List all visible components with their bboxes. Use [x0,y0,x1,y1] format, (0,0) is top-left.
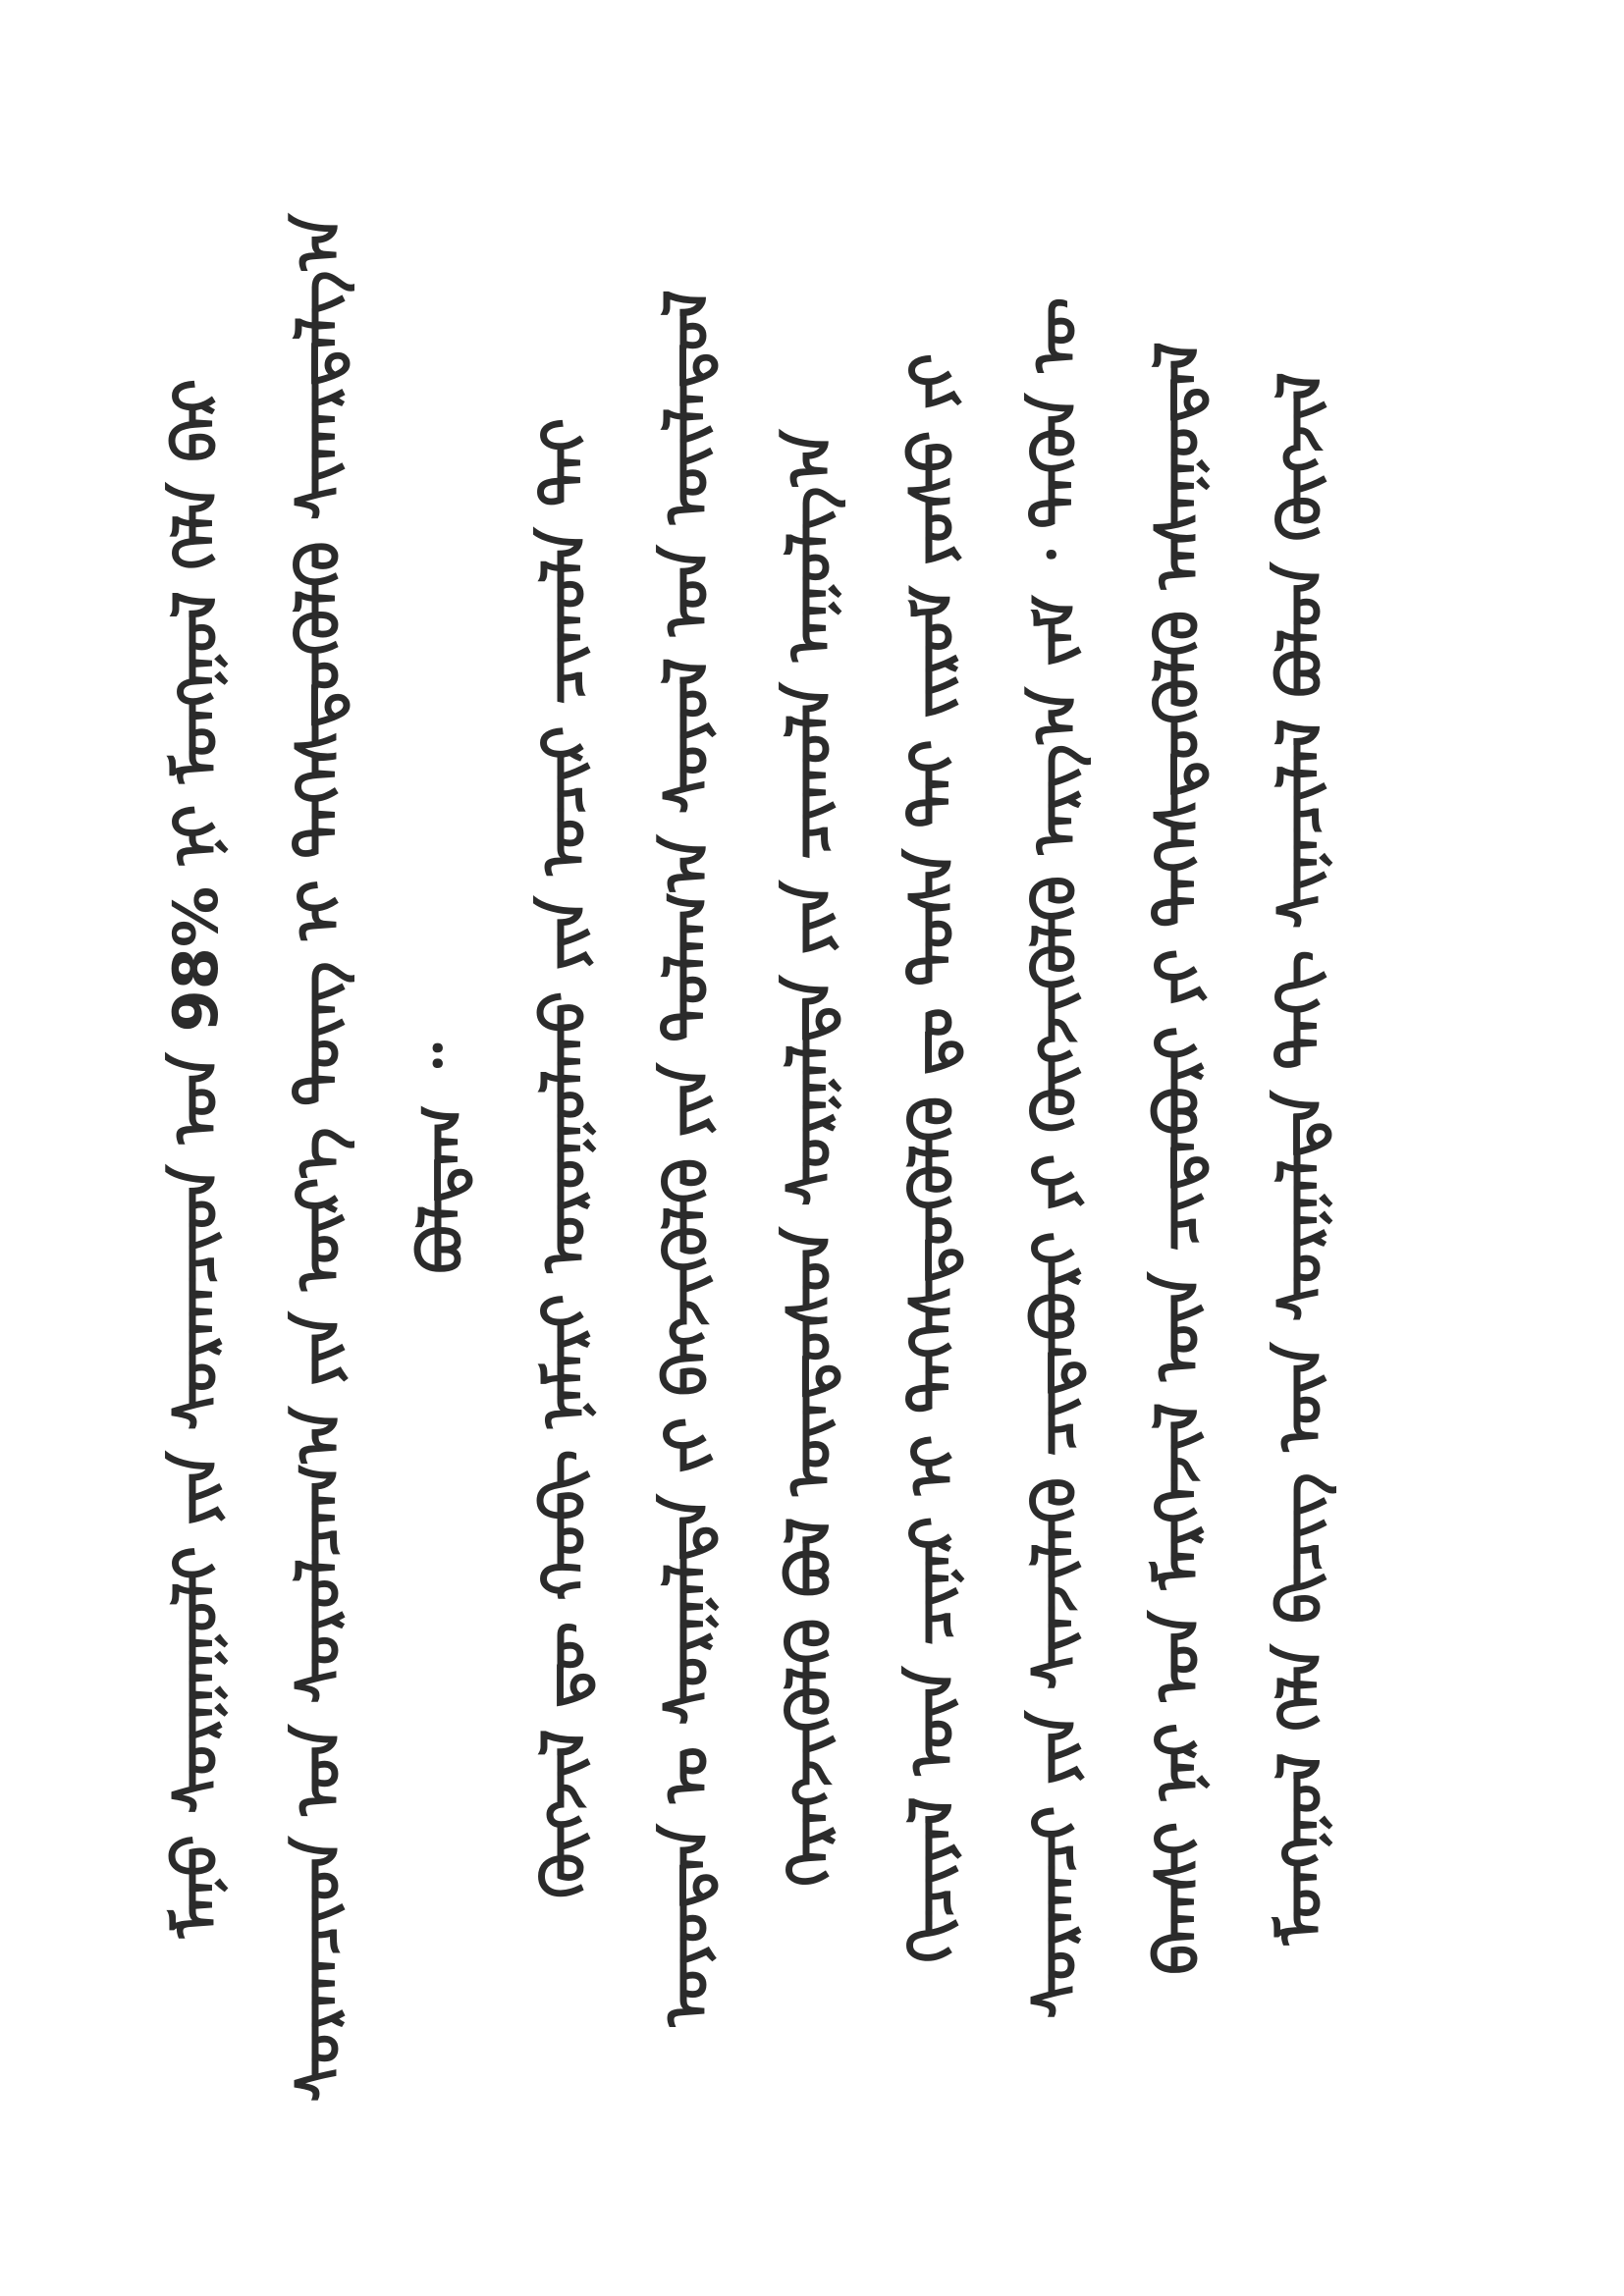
text-line-6 [619,172,756,2145]
text-line-4 [864,172,1001,2145]
text-line-5 [741,172,879,2145]
text-line-10-content: ᠮᠠᠨᠤ ᠰᠤᠷᠭᠠᠭᠤᠯᠢ ᠶᠢᠨ ᠰᠤᠷᠠᠭᠴᠢᠳ ᠤᠨ 98% ᠨᠢ ᠮᠣᠩᠭᠣᠯ ᠬᠡᠯᠡ ᠪᠡᠷ [160,378,232,1939]
mongolian-text-block [160,172,1360,2145]
text-line-1 [1232,172,1370,2145]
text-line-8 [373,172,511,2145]
text-line-2 [1110,172,1247,2145]
text-line-7 [496,172,633,2145]
text-line-8-content: ᠪᠣᠯᠳᠠᠭ ᠃ [406,1042,477,1274]
text-line-1-content: ᠮᠣᠩᠭᠣᠯ ᠬᠡᠯᠡ ᠪᠢᠴᠢᠭ ᠦᠨ ᠰᠤᠷᠭᠠᠯᠲᠠ ᠳᠠᠬᠢ ᠰᠢᠨᠡᠴᠢᠯᠡᠯ ᠪᠣᠯᠤᠨ ᠬᠥᠭᠵᠢᠯ [1265,371,1336,1946]
text-line-2-content: ᠪᠠᠭᠰᠢ ᠨᠠᠷ ᠤᠨ ᠮᠡᠷᠭᠡᠵᠢᠯ ᠦᠨ ᠴᠢᠳᠠᠪᠤᠷᠢ ᠶᠢ ᠳᠡᠭᠡᠰᠳᠦᠭᠦᠯᠬᠦ ᠠᠰᠠᠭᠤᠳᠠᠯ [1142,342,1214,1975]
text-line-3 [987,172,1124,2145]
text-line-4-content: ᠬᠢᠴᠢᠶᠡᠯ ᠦᠨ ᠴᠢᠨᠠᠷ ᠢ ᠳᠡᠭᠡᠰᠳᠦᠭᠦᠯᠬᠦ ᠳᠤ ᠲᠤᠰᠠ ᠲᠠᠢ ᠵᠢᠷᠤᠮ ᠶᠣᠰᠤ ᠶᠢ [896,353,968,1963]
text-line-9-content: ᠰᠤᠷᠠᠭᠴᠢᠳ ᠤᠨ ᠰᠤᠷᠤᠯᠴᠠᠭ᠎ᠠ ᠶᠢᠨ ᠦᠷ᠎ᠡ ᠳᠦᠩ ᠢ ᠳᠡᠭᠡᠰᠳᠦᠭᠦᠯᠬᠦ ᠰᠢᠬᠠᠷᠳᠠᠯᠭ᠎ᠠ [283,214,354,2103]
text-line-6-content: ᠣᠶᠤᠲᠠᠨ ᠤ ᠰᠤᠷᠭᠠᠯᠲᠠ ᠵᠢ ᠪᠡᠬᠵᠢᠭᠦᠯᠬᠦ ᠶᠢᠨ ᠲᠤᠯᠠᠭ᠎ᠠ ᠰᠣᠶᠣᠯ ᠤᠨ ᠦᠢᠯᠡᠳᠦᠯ [651,290,723,2027]
text-line-10 [128,172,265,2145]
text-line-7-content: ᠬᠥᠭᠵᠢᠯ ᠳᠦ ᠬᠤᠪᠢ ᠨᠡᠮᠡᠷᠢ ᠣᠷᠤᠭᠤᠯᠬᠤ ᠶᠢᠨ ᠤᠴᠢᠷ ᠴᠢᠬᠤᠯᠠ ᠲᠠᠢ [528,417,600,1899]
text-line-9 [250,172,388,2145]
text-line-5-content: ᠬᠡᠷᠡᠭᠵᠢᠭᠦᠯᠬᠦ ᠪᠣᠯ ᠦᠨᠳᠦᠰᠦᠨ ᠰᠤᠷᠭᠠᠯᠲᠠ ᠶᠢᠨ ᠴᠢᠬᠤᠯᠠ ᠠᠭᠤᠯᠭ᠎ᠠ [774,430,845,1887]
text-line-3-content: ᠰᠤᠷᠠᠭᠴᠢ ᠶᠢᠨ ᠰᠢᠨᠵᠢᠯᠡᠬᠦ ᠴᠢᠳᠠᠪᠤᠷᠢ ᠶᠢ ᠬᠥᠭᠵᠢᠭᠦᠯᠬᠦ ᠠᠷᠭ᠎ᠠ ᠵᠠᠮ ᠂ ᠲᠡᠭᠦᠨ ᠦ [1019,297,1091,2019]
